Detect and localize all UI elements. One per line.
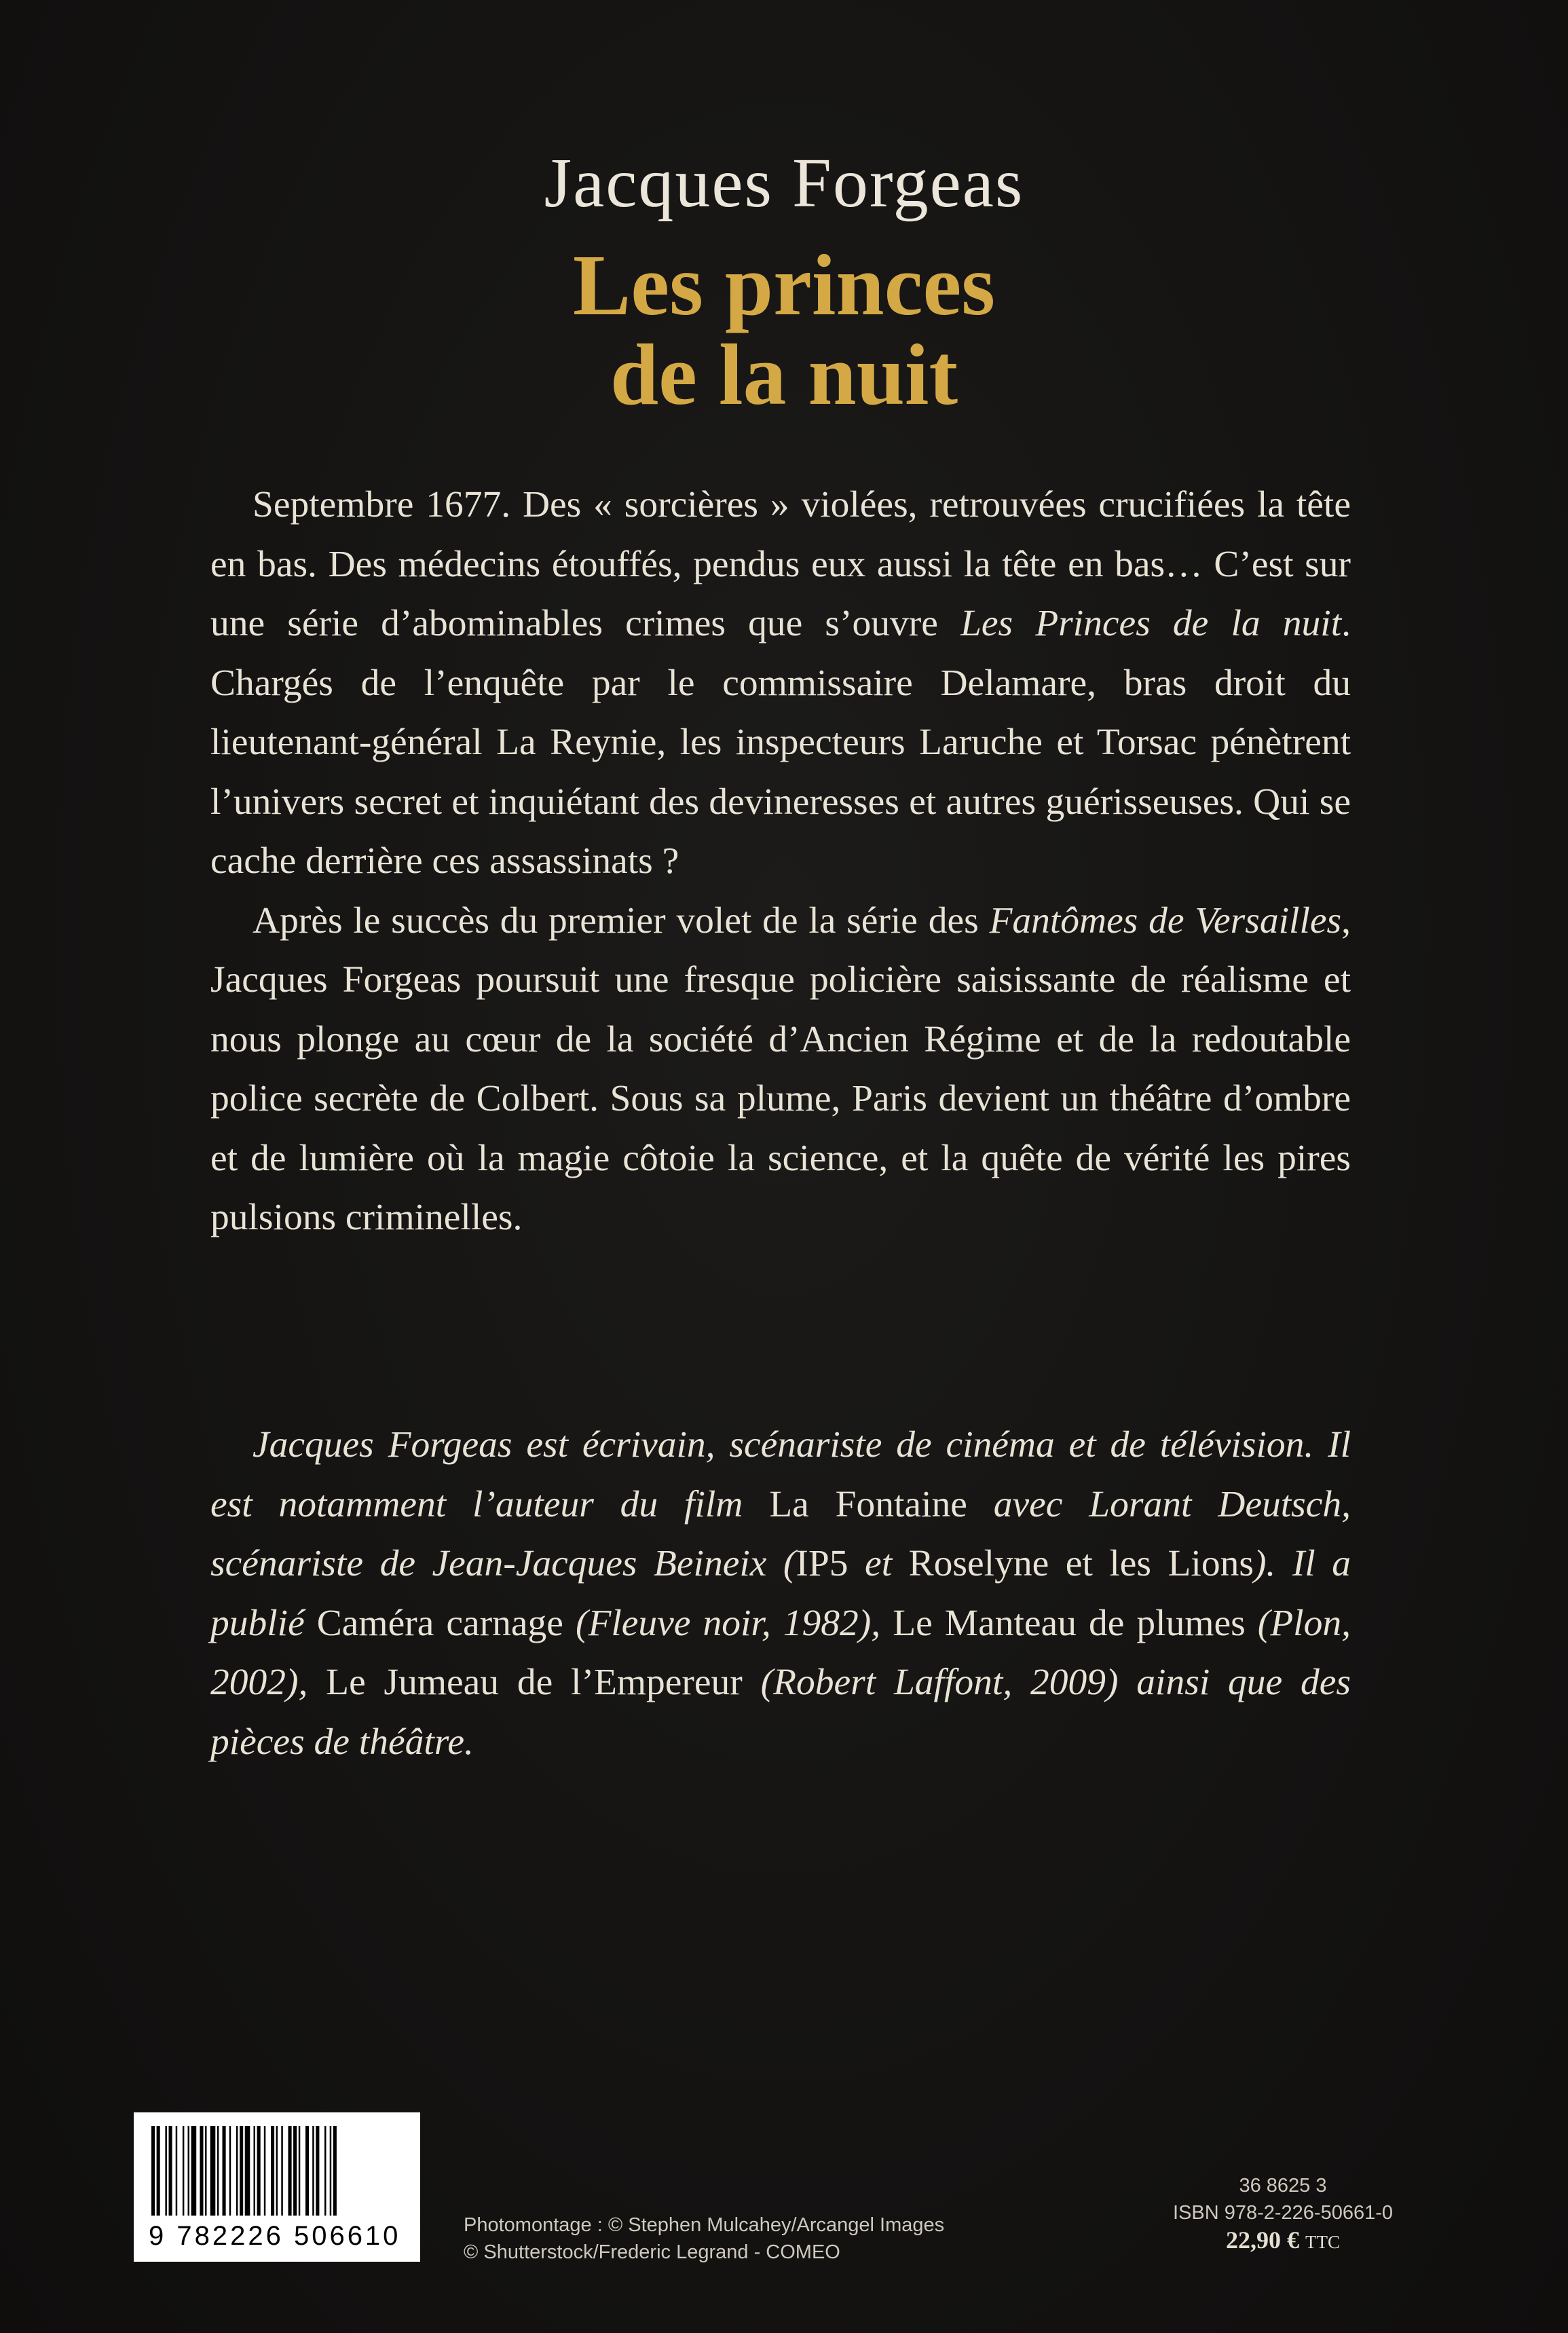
- barcode-bar: [188, 2126, 190, 2216]
- photo-credits: [464, 2211, 944, 2266]
- barcode-bar: [157, 2126, 160, 2216]
- title-line-2: de la nuit: [610, 326, 958, 423]
- bio-segment: (Plon, 2002),: [210, 1602, 1351, 1703]
- barcode: [134, 2112, 420, 2262]
- credit-line-2: © Shutterstock/Frederic Legrand - COMEO: [464, 2241, 840, 2263]
- price-suffix: TTC: [1305, 2232, 1340, 2252]
- summary-text: [210, 475, 1351, 1248]
- bio-work-title: Le Manteau de plumes: [893, 1602, 1246, 1644]
- summary-p2-series-italic: Fantômes de Versailles: [989, 899, 1342, 941]
- bio-work-title: La Fontaine: [769, 1483, 967, 1525]
- barcode-bar: [223, 2126, 226, 2216]
- bio-segment: (Robert Laffont, 2009) ainsi que des pièces de théâtre.: [210, 1662, 1351, 1763]
- barcode-bar: [293, 2126, 297, 2216]
- isbn: ISBN 978-2-226-50661-0: [1172, 2202, 1394, 2224]
- barcode-bar: [316, 2126, 319, 2216]
- summary-paragraph-2: [210, 891, 1351, 1248]
- price-value: 22,90 €: [1226, 2226, 1299, 2254]
- barcode-bar: [281, 2126, 283, 2216]
- barcode-bar: [217, 2126, 219, 2216]
- barcode-bar: [333, 2126, 337, 2216]
- product-code: 36 8625 3: [1239, 2175, 1327, 2197]
- book-title: [0, 237, 1568, 423]
- summary-p1-text: Septembre 1677. Des « sorcières » violées, retrouvées crucifiées la tête en bas. Des médecins étouffés, pendus eux aussi la tête en bas… C’est sur une série d’abominables crimes que s’ouvre: [210, 484, 1351, 644]
- barcode-bar: [276, 2126, 278, 2216]
- price: [1154, 2226, 1412, 2256]
- bio-segment: (Fleuve noir, 1982),: [563, 1602, 893, 1644]
- summary-paragraph-1: [210, 475, 1351, 891]
- barcode-bar: [183, 2126, 185, 2216]
- barcode-bar: [229, 2126, 231, 2216]
- barcode-bar: [205, 2126, 207, 2216]
- credit-line-1: Photomontage : © Stephen Mulcahey/Arcangel Images: [464, 2214, 945, 2236]
- barcode-bar: [200, 2126, 203, 2216]
- barcode-bar: [191, 2126, 197, 2216]
- barcode-bar: [305, 2126, 309, 2216]
- barcode-bar: [257, 2126, 261, 2216]
- bio-segment: ). Il a publié: [210, 1543, 1351, 1644]
- barcode-bar: [151, 2126, 155, 2216]
- bio-work-title: Le Jumeau de l’Empereur: [326, 1662, 743, 1703]
- barcode-bar: [324, 2126, 326, 2216]
- barcode-bar: [254, 2126, 256, 2216]
- barcode-digits: 9 782226 506610: [149, 2221, 401, 2251]
- bio-work-title: IP5: [796, 1543, 848, 1584]
- title-line-1: Les princes: [572, 237, 996, 333]
- barcode-bar: [176, 2126, 178, 2216]
- barcode-bar: [288, 2126, 292, 2216]
- barcode-bar: [236, 2126, 238, 2216]
- barcode-bar: [210, 2126, 216, 2216]
- bio-segment: et: [848, 1543, 909, 1584]
- bio-work-title: Caméra carnage: [316, 1602, 563, 1644]
- author-name: Jacques Forgeas: [544, 144, 1024, 222]
- barcode-bar: [264, 2126, 266, 2216]
- summary-p1-text-end: . Chargés de l’enquête par le commissaire Delamare, bras droit du lieutenant-général La Reynie, les inspecteurs Laruche et Torsac pénètrent l’univers secret et inquiétant des devineresses et autres guérisseuses. Qui se cache derrière ces assassinats ?: [210, 603, 1351, 882]
- barcode-bar: [169, 2126, 172, 2216]
- barcode-bar: [312, 2126, 314, 2216]
- summary-p2-text-end: , Jacques Forgeas poursuit une fresque policière saisissante de réalisme et nous plonge au cœur de la société d’Ancien Régime et de la redoutable police secrète de Colbert. Sous sa plume, Paris devient un théâtre d’ombre et de lumière où la magie côtoie la science, et la quête de vérité les pires pulsions criminelles.: [210, 899, 1351, 1238]
- bio-work-title: Roselyne et les Lions: [908, 1543, 1254, 1584]
- publication-codes: [1154, 2172, 1412, 2256]
- barcode-bar: [240, 2126, 243, 2216]
- barcode-bar: [245, 2126, 250, 2216]
- barcode-bar: [330, 2126, 332, 2216]
- barcode-bar: [271, 2126, 274, 2216]
- bio-segment: Jacques Forgeas est écrivain, scénariste de cinéma et de télévision. Il est notamment l’auteur du film: [210, 1424, 1351, 1525]
- bio-segment: avec Lorant Deutsch, scénariste de Jean-Jacques Beineix (: [210, 1483, 1351, 1584]
- barcode-bar: [299, 2126, 301, 2216]
- summary-p2-text: Après le succès du premier volet de la série des: [253, 899, 990, 941]
- author-bio: [210, 1415, 1351, 1772]
- summary-p1-title-italic: Les Princes de la nuit: [960, 603, 1342, 644]
- barcode-bar: [165, 2126, 167, 2216]
